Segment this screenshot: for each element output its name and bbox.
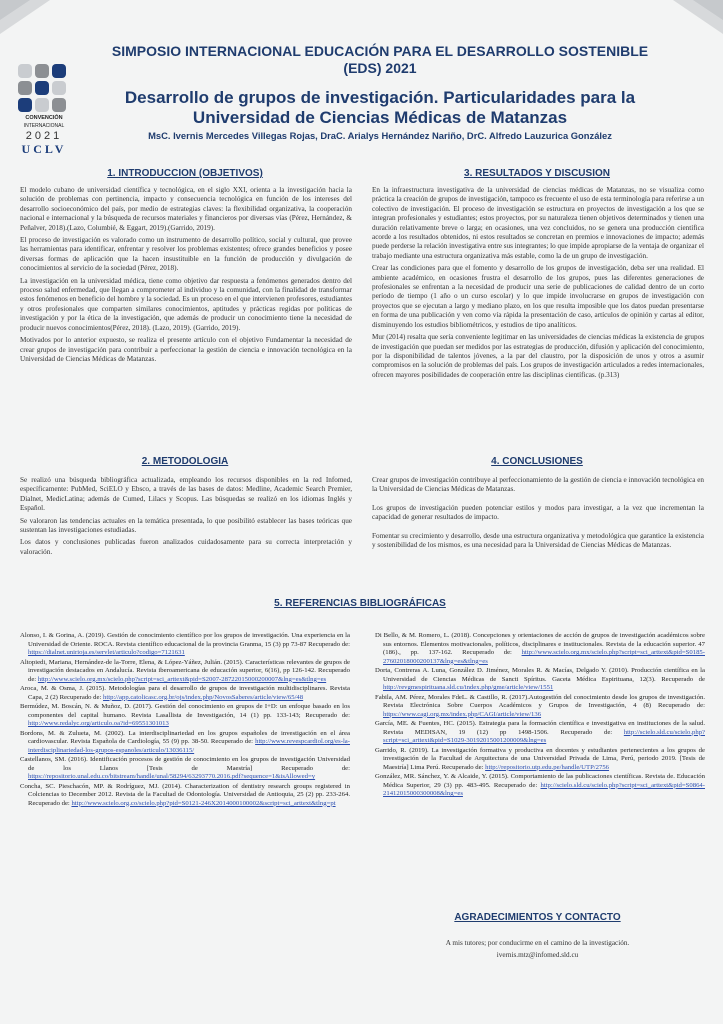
reference-item: García, ME. & Fuentes, HC. (2015). Estrategia para la formación científica e investigativa en instituciones de la salud. Revista MEDISAN, 19 (12) pp 1498-1506. Recuperado de: http://scielo.sld.cu/scielo.php?script=sci_arttext&pid=S1029-30192015001200009&lng=es — [375, 720, 705, 744]
reference-link[interactable]: http://www.redalyc.org/articulo.oa?id=69551301013 — [28, 720, 169, 727]
reference-item: Fabila, AM. Pérez, Morales FdeL. & Castillo, R. (2017).Autogestión del conocimiento desde los grupos de investigación. Revista Electrónica Sobre Cuerpos Académicos y Grupos de Investigación, 4 (8) Recuperado de: https://www.cagi.org.mx/index.php/CAGI/article/view/136 — [375, 693, 705, 718]
method-paragraph: Los datos y conclusiones publicadas fueron analizados cuidadosamente para su correcta interpretación y valoración. — [20, 538, 352, 556]
conclusions-paragraph: Fomentar su crecimiento y desarrollo, desde una estructura organizativa y metodológica que garantice la existencia y sostenibilidad de los mismos, es una necesidad para la Universidad de Ciencias Médicas de Matanzas. — [372, 531, 704, 550]
symposium-title: SIMPOSIO INTERNACIONAL EDUCACIÓN PARA EL DESARROLLO SOSTENIBLE (EDS) 2021 — [111, 43, 649, 76]
logo-mark — [18, 64, 70, 112]
reference-link[interactable]: http://www.scielo.org.mx/scielo.php?script=sci_arttext&pid=S0185-27602018000200137&lng=es&tlng=es — [383, 649, 705, 665]
authors: MsC. Ivernis Mercedes Villegas Rojas, DraC. Arialys Hernández Nariño, DrC. Alfredo Lauzurica González — [148, 130, 612, 141]
reference-link[interactable]: https://www.cagi.org.mx/index.php/CAGI/article/view/136 — [383, 710, 542, 718]
reference-item: Castellanos, SM. (2016). Identificación procesos de gestión de conocimiento en los grupos de investigación Universidad de los Llanos [Tesis de Maestría] Recuperado de: https://repositorio.unal.edu.co/bitstream/handle/unal/58294/63293770.2016.pdf?sequence=1&isAllowed=y — [20, 756, 350, 780]
reference-item: Dorta, Contreras A. Luna, González D. Jiménez, Morales R. & Macías, Delgado Y. (2010). Producción científica en la Universidad de Ciencias Médicas de Sancti Spíritus. Gaceta Médica Espirituana, 12(3). Recuperado de http://revgmespirituana.sld.cu/index.php/gme/article/view/1551 — [375, 667, 705, 691]
reference-link[interactable]: http://revgmespirituana.sld.cu/index.php/gme/article/view/1551 — [383, 684, 554, 691]
acknowledgments-title: AGRADECIMIENTOS Y CONTACTO — [454, 912, 621, 923]
intro-paragraph: El modelo cubano de universidad científica y tecnológica, en el siglo XXI, orienta a la investigación hacia la solución de problemas con pertinencia, impacto y consecuencia tecnológica en función de los intereses del desarrollo socioeconómico del país, por medio de estrategias claves: la flexibilidad organizativa, la cooperación nacional e internacional y la búsqueda de recursos materiales y financieros por diversas vías (Pérez, Hernández, & Peñalver, 2018).(Lazo, Columbié, & Eggart, 2019).(Garrido, 2019). — [20, 186, 352, 232]
conclusions-paragraph: Los grupos de investigación pueden potenciar estilos y modos para investigar, a la vez que incrementan la capacidad de generar resultados de impacto. — [372, 503, 704, 522]
reference-item: Bordons, M. & Zulueta, M. (2002). La interdisciplinariedad en los grupos españoles de investigación en el área cardiovascular. Revista Española de Cardiología, 55 (9) pp. 38-50. Recuperado de: http://www.revespcardiol.org/es-la-interdisciplinariedad-los-grupos-espanoles/articulo/13036115/ — [20, 729, 350, 754]
reference-item: Di Bello, & M. Romero, L. (2018). Concepciones y orientaciones de acción de grupos de investigación académicos sobre sus entornos. Elementos motivacionales, políticos, disciplinares e institucionales. Revista de la educación superior. 47 (186)., pp. 137-162. Recuperado de: http://www.scielo.org.mx/scielo.php?script=sci_arttext&pid=S0185-27602018000200137&lng=es&tlng=es — [375, 632, 705, 665]
logo-sub: INTERNACIONAL — [23, 123, 65, 130]
reference-item: Alonso, I. & Gorina, A. (2019). Gestión de conocimiento científico por los grupos de investigación. Una experiencia en la Universidad de Oriente. ROCA. Revista científico educacional de la provincia Granma, 15 (3) pp 73-87 Recuperado de: https://dialnet.unirioja.es/servlet/articulo?codigo=7121631 — [20, 632, 350, 656]
reference-link[interactable]: http://www.scielo.org.mx/scielo.php?script=sci_arttext&pid=S2007-28722015000200007&lng=es&tlng=es — [37, 675, 327, 683]
reference-item: Concha, SC. Pieschacón, MP. & Rodríguez, MJ. (2014). Characterization of dentistry research groups registered in Colciencias to December 2012. Revista de la Facultad de Odontología. Universidad de Antioquia, 25 (2) pp. 233-264. Recuperado de: http://www.scielo.org.co/scielo.php?pid=S0121-246X2014000100002&script=sci_arttext&tlng=pt — [20, 782, 350, 807]
results-title: 3. RESULTADOS Y DISCUSION — [464, 168, 610, 179]
thanks-text: A mis tutores; por conducirme en el camino de la investigación. — [445, 939, 630, 947]
convention-logo — [18, 64, 70, 157]
method-title: 2. METODOLOGIA — [141, 456, 229, 467]
logo-word: CONVENCIÓN — [25, 115, 63, 121]
method-body — [20, 476, 352, 560]
reference-link[interactable]: http://app.catolicasc.org.br/ojs/index.php/NovosSaberes/article/view/65/48 — [103, 693, 304, 701]
conclusions-paragraph: Crear grupos de investigación contribuye al perfeccionamiento de la gestión de ciencia e innovación tecnológica en la Universidad de Ciencias Médicas de Matanzas. — [372, 476, 704, 494]
method-paragraph: Se valoraron las tendencias actuales en la temática presentada, lo que posibilitó establecer las bases teóricas que sustentan las investigaciones estudiadas. — [20, 516, 352, 535]
reference-link[interactable]: https://dialnet.unirioja.es/servlet/articulo?codigo=7121631 — [28, 649, 185, 656]
results-body — [372, 186, 704, 383]
reference-item: Garrido, R. (2019). La investigación formativa y productiva en docentes y estudiantes pertenecientes a los grupos de investigación de la Facultad de Arquitectura de una Universidad Privada de Lima, Perú, periodo 2019. [Tesis de Maestría] Lima Perú. Recuperado de: http://repositorio.utp.edu.pe/handle/UTP/2756 — [375, 746, 705, 771]
conclusions-body — [372, 476, 704, 553]
method-paragraph: Se realizó una búsqueda bibliográfica actualizada, empleando los recursos disponibles en la red Infomed, específicamente: PubMed, SciELO y Ebsco, a través de las bases de datos: Medline, Academic Search Premier, Dialnet, MedicLatina; además de Cumed, Lilacs y Scopus. Las búsquedas se realizó en los idiomas Inglés y Español. — [20, 476, 352, 513]
logo-year: 2021 — [25, 129, 63, 142]
results-paragraph: Crear las condiciones para que el fomento y desarrollo de los grupos de investigación, deba ser una realidad. El ambiente académico, en ocasiones frustra el desarrollo de los grupos, pues las diferentes generaciones de profesionales se enfrentan a la necesidad de producir una serie de publicaciones de calidad dentro de un corto período de tiempo (1 año o un curso escolar) y lo que impide involucrarse en grupos de investigación con proyectos que se ejecutan a largo y mediano plazo, en los que resulta imposible que los datos puedan presentarse en forma de una publicación y ven como vía rápida la presentación de caso, artículos de opinión y cartas al editor, disminuyendo los estudios bibliométricos, y estudios de tipo analíticos. — [372, 264, 704, 329]
intro-body — [20, 186, 352, 367]
reference-link[interactable]: http://www.revespcardiol.org/es-la-interdisciplinariedad-los-grupos-espanoles/articulo/13036115/ — [28, 738, 350, 754]
reference-link[interactable]: http://repositorio.utp.edu.pe/handle/UTP/2756 — [485, 763, 610, 771]
results-paragraph: Mur (2014) resalta que sería conveniente legitimar en las universidades de ciencias médicas la existencia de grupos de investigación que puedan ser medidos por las estrategias de producción, difusión y aplicación del conocimiento, por la disponibilidad de talentos jóvenes, a la par del claustro, por la disposición de unos y otros a asumir compromisos en la solución de problemas del país. Los grupos de investigación articulados a redes internacionales, ofrecen mayores posibilidades de cooperación entre las disciplinas científicas. (p.313) — [372, 333, 704, 379]
references-title: 5. REFERENCIAS BIBLIOGRÁFICAS — [274, 598, 446, 609]
corner-decoration-right — [663, 0, 723, 40]
conclusions-title: 4. CONCLUSIONES — [491, 456, 583, 467]
intro-title: 1. INTRODUCCION (OBJETIVOS) — [107, 168, 263, 179]
references-left — [20, 632, 350, 809]
acknowledgments-body — [380, 937, 695, 961]
reference-item: González, MR. Sánchez, Y. & Alcaide, Y. (2015). Comportamiento de las publicaciones científicas. Revista de. Educación Médica Superior, 29 (3) pp. 483-495. Recuperado de: http://scielo.sld.cu/scielo.php?script=sci_arttext&pid=S0864-21412015000300008&lng=es — [375, 773, 705, 797]
reference-link[interactable]: http://scielo.sld.cu/scielo.php?script=sci_arttext&pid=S0864-21412015000300008&lng=es — [383, 781, 705, 797]
reference-item: Bermúdez, M. Boscán, N. & Muñoz, D. (2017). Gestión del conocimiento en grupos de I+D: un enfoque basado en los componentes del capital humano. Revista Lasallista de Investigación, 14 (1) pp. 133-143; Recuperado de: http://www.redalyc.org/articulo.oa?id=69551301013 — [20, 703, 350, 727]
references-right — [375, 632, 705, 800]
corner-decoration-left — [0, 0, 60, 40]
intro-paragraph: Motivados por lo anterior expuesto, se realiza el presente artículo con el objetivo Fundamentar la necesidad de crear grupos de investigación para contribuir a perfeccionar la gestión de ciencia e innovación tecnológica en la Universidad de Ciencias Médicas de Matanzas. — [20, 336, 352, 363]
contact-email[interactable]: ivernis.mtz@infomed.sld.cu — [496, 951, 579, 959]
reference-link[interactable]: http://www.scielo.org.co/scielo.php?pid=S0121-246X2014000100002&script=sci_arttext&tlng=pt — [71, 799, 336, 807]
reference-link[interactable]: https://repositorio.unal.edu.co/bitstream/handle/unal/58294/63293770.2016.pdf?sequence=1&isAllowed=y — [28, 773, 316, 780]
reference-item: Altopiedi, Mariana, Hernández-de la-Torre, Elena, & López-Yáñez, Julián. (2015). Características relevantes de grupos de investigación destacados en Andalucía. Revista iberoamericana de educación superior, 6(16), pp 126-142. Recuperado de: http://www.scielo.org.mx/scielo.php?script=sci_arttext&pid=S2007-28722015000200007&lng=es&tlng=es — [20, 658, 350, 683]
reference-item: Aroca, M. & Osma, J. (2015). Metodologías para el desarrollo de grupos de investigación multidisciplinares. Revista Capa, 2 (2) Recuperado de: http://app.catolicasc.org.br/ojs/index.php/NovosSaberes/article/view/65/48 — [20, 685, 350, 701]
poster-title: Desarrollo de grupos de investigación. Particularidades para la Universidad de Ciencias Médicas de Matanzas — [124, 88, 636, 127]
intro-paragraph: La investigación en la universidad médica, tiene como objetivo dar respuesta a fenómenos generados dentro del proceso salud enfermedad, que llegan a comprometer al individuo y la comunidad, con la finalidad de transformar estos fenómenos en beneficio del hombre y la sociedad. Es un proceso en el que intervienen profesores, estudiantes y otros profesionales que comparten similares conocimientos, aptitudes y prácticas regidas por políticas de investigación y por la ética de la investigación, que además de producir un conocimiento tiene la necesidad de producir nuevos conocimientos(Pérez, 2018). (Lazo, 2019). (Garrido, 2019). — [20, 276, 352, 332]
reference-link[interactable]: http://scielo.sld.cu/scielo.php?script=sci_arttext&pid=S1029-30192015001200009&lng=es — [383, 728, 705, 744]
intro-paragraph: El proceso de investigación es valorado como un instrumento de desarrollo político, social y cultural, que provee las herramientas para identificar, enfrentar y resolver los problemas existentes; ofrece grandes beneficios y posee diversas formas de aplicación que la hacen insustituible en la función de producción y divulgación de conocimientos al servicio de la sociedad (Pérez, 2018). — [20, 236, 352, 273]
results-paragraph: En la infraestructura investigativa de la universidad de ciencias médicas de Matanzas, no se visualiza como práctica la creación de grupos de investigación, tampoco es frecuente el uso de esta terminología para referirse a un colectivo de investigación. El proceso de investigación se estructura en proyectos de investigación a los que se integran profesionales y estudiantes; estos proyectos, por su naturaleza tienen objetivos determinados y tienen una duración relativamente breve o larga; en ocasiones, una vez concluidos, no se genera una producción científica acorde a los resultados obtenidos, ni estos resultados se concretan en premios e innovaciones de impacto; además puede perderse la relación investigativa entre sus integrantes; lo que impide apropiarse de la ventaja de organizar el trabajo mediante una estructura organizativa más estable, como la de un grupo de investigación. — [372, 186, 704, 260]
logo-uclv: UCLV — [21, 141, 67, 156]
